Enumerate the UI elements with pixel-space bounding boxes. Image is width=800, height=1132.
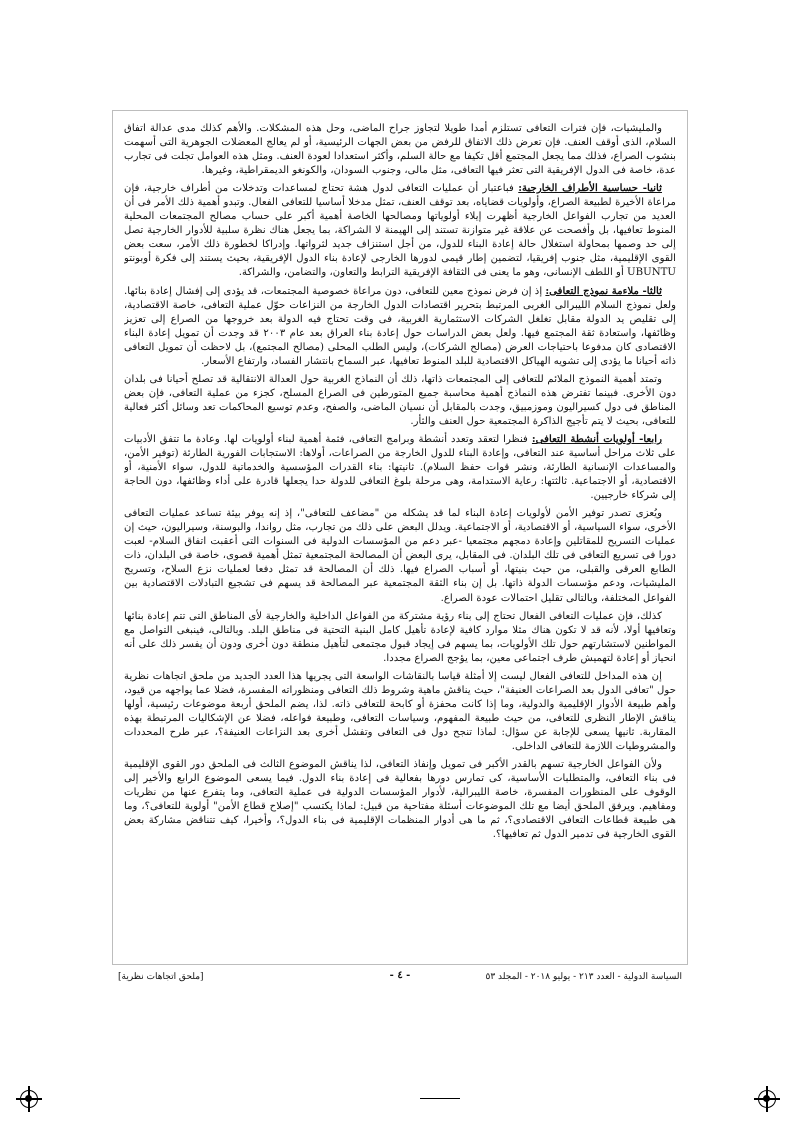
- section-heading-priorities: رابعا- أولويات أنشطة التعافى:: [531, 432, 663, 445]
- page-footer: [112, 968, 688, 988]
- footer-journal-info: السياسة الدولية - العدد ٢١٣ - يوليو ٢٠١٨ - المجلد ٥٣: [485, 972, 682, 982]
- paragraph-2: ثانيا- حساسية الأطراف الخارجية: فباعتبار أن عمليات التعافى لدول هشة تحتاج لمساعدات وتدخلات من أطراف خارجية، فإن مراعاة الأخيرة لطبيعة الصراع، وأولويات قضاياه، بعد توقف العنف، تمثل مدخلا أساسيا للتعافى الفعال. وتبدو أهمية ذلك الأمر فى أن العديد من تجارب الفواعل الخارجية أظهرت إيلاء أولوياتها ومصالحها الخاصة أهمية أكبر على حساب مصالح المجتمعات المحلية المنوط تعافيها، بل وأفصحت عن علاقة غير متوازنة تستند إلى الهيمنة لا الشراكة، بما يجعل هناك نظرة سلبية للأدوار الخارجية تصل إلى حد وصمها بمحاولة استغلال حالة إعادة البناء للدول، من أجل استنزاف جديد لثرواتها. وإدراكا لخطورة ذلك الأمر، سعت بعض القوى الإقليمية، مثل جنوب إفريقيا، لتضمين إطار قيمى لدورها الخارجى لإعادة بناء الدول الإفريقية، بحيث يستند إلى فكرة أوبونتو UBUNTU أو اللطف الإنسانى، وهو ما يعنى فى الثقافة الإفريقية الترابط والتعاون، والتضامن، والشراكة.: [124, 182, 676, 279]
- registration-mark-icon: [758, 1090, 776, 1108]
- footer-section-label: [ملحق اتجاهات نظرية]: [118, 972, 204, 982]
- section-heading-model-fit: ثالثا- ملاءمة نموذج التعافى:: [545, 284, 662, 297]
- article-body: [124, 121, 676, 961]
- registration-mark-icon: [20, 1090, 38, 1108]
- paragraph-8: إن هذه المداخل للتعافى الفعال ليست إلا أمثلة قياسا بالنقاشات الواسعة التى يجريها هذا العدد الجديد من ملحق اتجاهات نظرية حول "تعافى الدول بعد الصراعات العنيفة"، حيث يناقش ماهية وشروط ذلك التعافى ومنظوراته المفسرة، فضلا عما يواجهه من قيود، وأهم طبيعة الأدوار الإقليمية والدولية، وما إذا كانت محفزة أو كابحة للتعافى ذاته. لذا، يضم الملحق أربعة موضوعات رئيسية، أولها يناقش الإطار النظرى للتعافى، من حيث طبيعة المفهوم، وسياسات التعافى، وطبيعة فواعله، فضلا عن الإشكاليات المرتبطة بهذه المقاربة. ثانيها يسعى للإجابة عن سؤال: لماذا تنجح دول فى التعافى وتفشل أخرى بعد النزاعات العنيفة؟، عبر طرح المحددات والمشروطيات اللازمة للتعافى الداخلى.: [124, 670, 676, 752]
- paragraph-1: والمليشيات، فإن فترات التعافى تستلزم أمدا طويلا لتجاوز جراح الماضى، وحل هذه المشكلات. والأهم كذلك مدى عدالة اتفاق السلام، الذى أوقف العنف. فإن تعرض ذلك الاتفاق للرفض من بعض الجهات الرئيسية، أو لم يعالج المعضلات الجوهرية التى أسهمت بنشوب الصراع، فذلك مما يجعل المجتمع أقل تكيفا مع حالة السلم، وأكثر استعدادا لعودة العنف. ومثل هذه العوامل تجلت فى تجارب عدة، خاصة فى الدول الإفريقية التى تعثر فيها التعافى، مثل مالى، وجنوب السودان، والكونغو الديمقراطية، وغيرها.: [124, 123, 676, 177]
- paragraph-6: ويُعزى تصدر توفير الأمن لأولويات إعادة البناء لما قد يشكله من "مضاعف للتعافى"، إذ إنه يوفر بيئة تساعد عمليات التعافى الأخرى، سواء السياسية، أو الاقتصادية، أو الاجتماعية. ويدلل البعض على ذلك من تجارب، مثل رواندا، والبوسنة، وسيراليون، حيث إن عمليات التسريح للمقاتلين وإعادة دمجهم مجتمعيا -عبر دعم من المؤسسات الدولية فى السنوات التى أعقبت اتفاق السلام- لعبت دورا فى تسريع التعافى فى تلك البلدان. فى المقابل، يرى البعض أن المصالحة المجتمعية تمثل أهمية قصوى، خاصة فى البلدان، ذات الطابع العرقى والقبلى، من حيث بنيتها، أو أسباب الصراع فيها. ذلك أن المصالحة قد تمثل دفعا لعمليات نزع السلاح، وتسريح المليشيات، ودعم مؤسسات الدولة ذاتها. بل إن بناء الثقة المجتمعية عبر المصالحة قد يسهم فى تشجيع التبادلات الاقتصادية بين الفواعل المختلفة، وبالتالى تقليل احتمالات عودة الصراع.: [124, 508, 676, 604]
- page-number: - ٤ -: [389, 970, 411, 981]
- paragraph-3: ثالثا- ملاءمة نموذج التعافى: إذ إن فرض نموذج معين للتعافى، دون مراعاة خصوصية المجتمعات، قد يؤدى إلى إفشال إعادة بنائها. ولعل نموذج السلام الليبرالى الغربى المرتبط بتحرير اقتصادات الدول الخارجة من النزاعات حوّل عملية التعافى، خاصة الاقتصادية، إلى تقليص يد الدولة مقابل تغلغل الشركات الاستثمارية الغربية، فى وقت تحتاج فيه الدولة بعد خروجها من الصراع إلى تعزيز وظائفها، واستعادة ثقة المجتمع فيها. ولعل بعض الدراسات حول إعادة بناء العراق بعد عام ٢٠٠٣ قد وجدت أن تمويل إعادة البناء الاقتصادى كان مدفوعا باحتياجات العرض (مصالح الشركات)، وليس الطلب المحلى (مصالح المجتمع)، بل لاحظت أن تمويل التعافى ذاته أحيانا ما يؤدى إلى تشويه الهياكل الاقتصادية للبلد المنوط تعافيها، عبر السماح بانتشار الفساد، وارتفاع الأسعار.: [124, 284, 676, 367]
- paragraph-4: وتمتد أهمية النموذج الملائم للتعافى إلى المجتمعات ذاتها، ذلك أن النماذج الغربية حول العدالة الانتقالية قد تصلح أحيانا فى بلدان دون الأخرى. فبينما تفترض هذه النماذج أهمية محاسبة جميع المتورطين فى الصراع المسلح، كجزء من عملية التعافى، فإن بعض المناطق فى دول كسيراليون وموزمبيق، وجدت بالمقابل أن نسيان الماضى، والصفح، وعدم توسيع المحاكمات تعد وسائل أكثر فعالية للتعافى، بحيث لا يتم تأجيج الذاكرة المجتمعية حول العنف والثأر.: [124, 373, 676, 427]
- paragraph-5: رابعا- أولويات أنشطة التعافى: فنظرا لتعقد وتعدد أنشطة وبرامج التعافى، فثمة أهمية لبناء أولويات لها. وعادة ما تتفق الأدبيات على ثلاث مراحل أساسية عند التعافى، وإعادة البناء للدول الخارجة من الصراعات، أولاها: الاستجابات الفورية الطارئة (توفير الأمن، والمساعدات الإنسانية الطارئة، ونشر قوات حفظ السلام). ثانيتها: بناء القدرات المؤسسية والخدماتية للدول، سواء الأمنية، أو الاقتصادية، أو الاجتماعية. ثالثتها: رعاية الاستدامة، وهى مرحلة بلوغ التعافى للدولة حدا يجعلها قادرة على أداء وظائفها، دون الحاجة إلى شركاء خارجيين.: [124, 432, 676, 502]
- section-heading-external-actors: ثانيا- حساسية الأطراف الخارجية:: [518, 182, 662, 195]
- crop-mark: [420, 1098, 460, 1099]
- paragraph-7: كذلك، فإن عمليات التعافى الفعال تحتاج إلى بناء رؤية مشتركة من الفواعل الداخلية والخارجية لأى المناطق التى تتم إعادة بنائها وتعافيها أولا، لأنه قد لا تكون هناك مثلا موارد كافية لإعادة تأهيل كامل البنية التحتية فى مناطق البلد. وبالتالى، فينبغى التواصل مع المواطنين لاستشارتهم حول تلك الأولويات، بما يسهم فى إيجاد قبول مجتمعى لتأهيل منطقة دون أخرى ودون أن يفسر ذلك على أنه انحياز أو إعادة لتهميش طرف اجتماعى معين، بما يؤجج الصراع مجددا.: [124, 610, 676, 664]
- paragraph-9: ولأن الفواعل الخارجية تسهم بالقدر الأكبر فى تمويل وإنفاذ التعافى، لذا يناقش الموضوع الثالث فى الملحق دور القوى الإقليمية فى بناء التعافى، والمتطلبات الأساسية، كى تمارس دورها بفعالية فى إعادة بناء الدول. فيما يسعى الموضوع الرابع والأخير إلى الوقوف على المنظورات المفسرة، خاصة الليبرالية، لأدوار المؤسسات الدولية فى عملية التعافى، وما يتفرع عنها من نظريات ومفاهيم. ويرفق الملحق أيضا مع تلك الموضوعات أسئلة مفتاحية من قبيل: لماذا يكتسب "إصلاح قطاع الأمن" أولوية للتعافى؟، وما هى طبيعة قطاعات التعافى الاقتصادى؟، ثم ما هى أدوار المنظمات الإقليمية فى بناء الدول؟، وأخيرا، كيف تتناقض مشاركة بعض القوى الخارجية فى تدمير الدول ثم تعافيها؟.: [124, 759, 676, 841]
